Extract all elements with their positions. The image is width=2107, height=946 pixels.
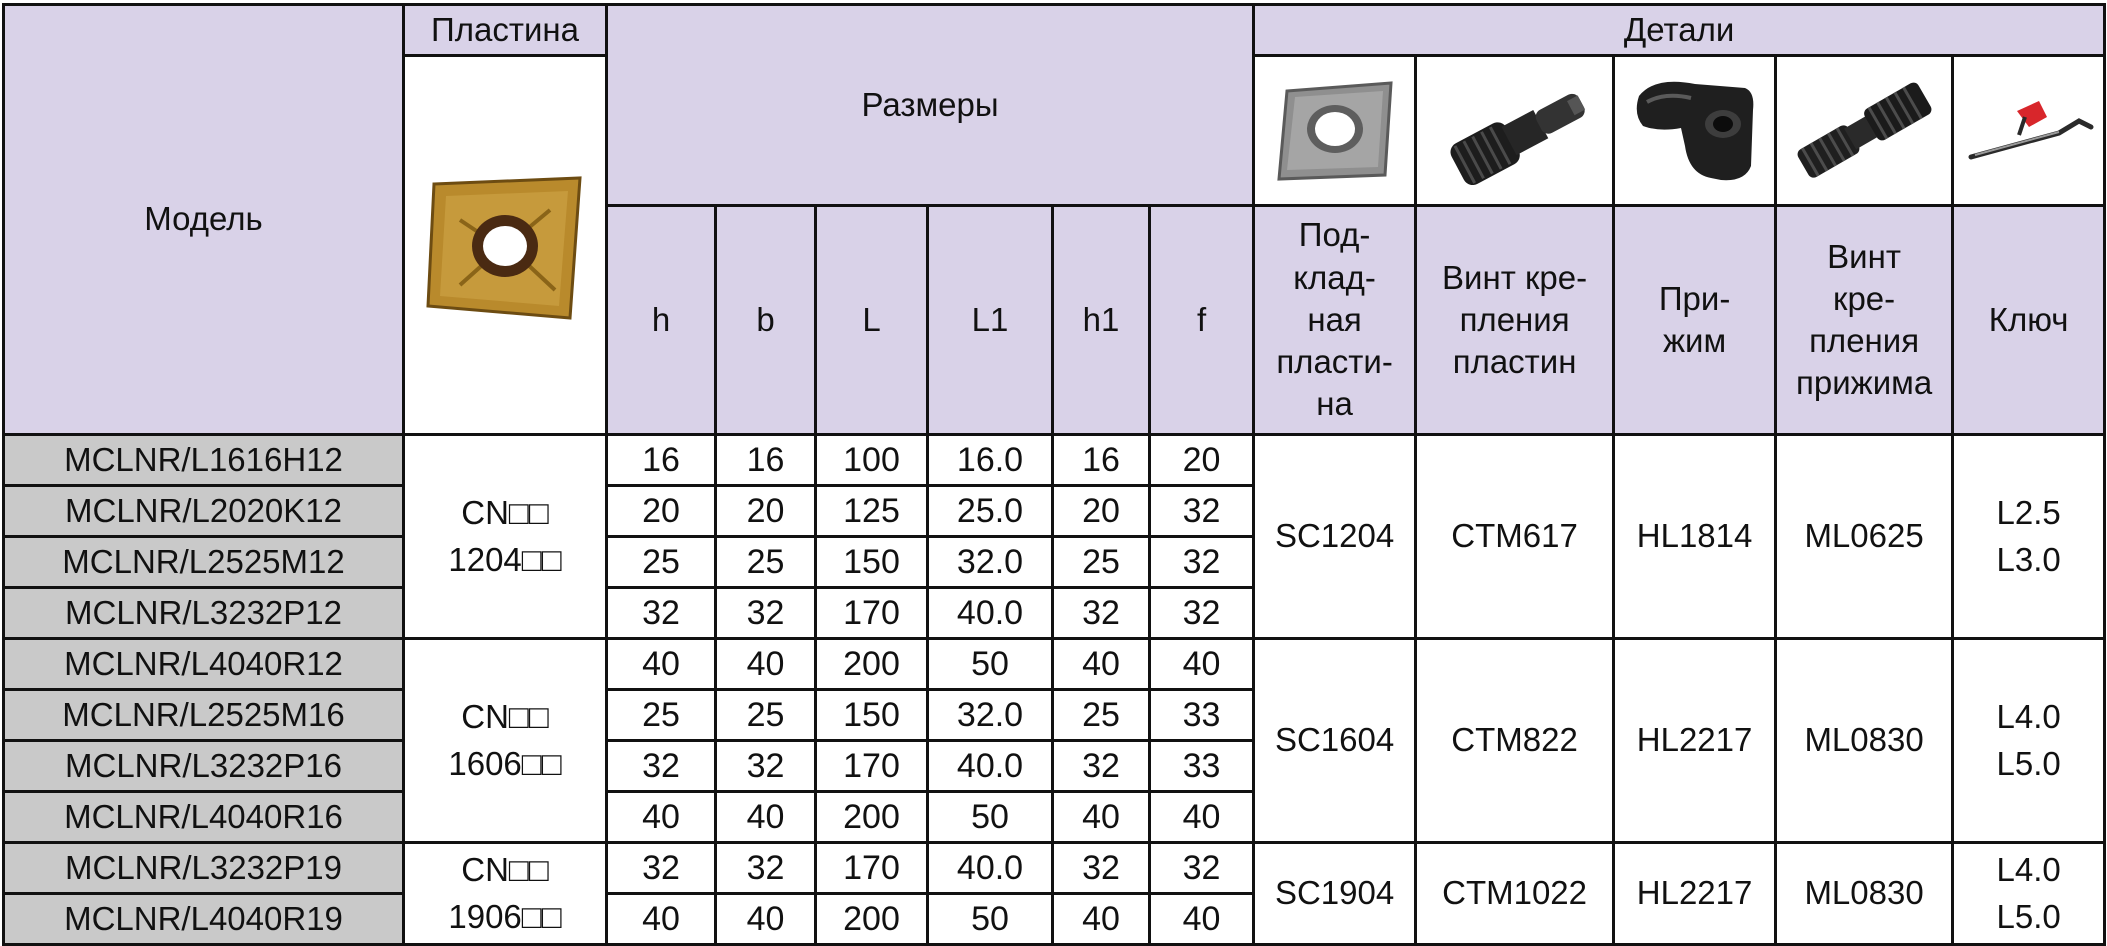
dim-h1-cell: 32 xyxy=(1053,843,1150,894)
dim-L-cell: 125 xyxy=(816,486,928,537)
header-parts: Детали xyxy=(1254,5,2105,56)
dim-L1-cell: 50 xyxy=(928,639,1053,690)
clamp-screw-cell: ML0625 xyxy=(1776,435,1953,639)
dim-b-cell: 32 xyxy=(716,588,816,639)
tool-holder-table xyxy=(2,3,2106,946)
dim-L-cell: 100 xyxy=(816,435,928,486)
clamp-image-cell xyxy=(1614,56,1776,206)
header-dim-b: b xyxy=(716,206,816,435)
shim-cell: SC1604 xyxy=(1254,639,1416,843)
insert-code-cell xyxy=(404,639,607,843)
dim-h-cell: 20 xyxy=(607,486,716,537)
dim-h1-cell: 40 xyxy=(1053,894,1150,945)
dim-L1-cell: 40.0 xyxy=(928,588,1053,639)
dim-h1-cell: 25 xyxy=(1053,690,1150,741)
dim-f-cell: 33 xyxy=(1150,690,1254,741)
dim-L-cell: 150 xyxy=(816,537,928,588)
shim-cell: SC1904 xyxy=(1254,843,1416,945)
dim-h-cell: 32 xyxy=(607,741,716,792)
header-shim-line: Под- xyxy=(1298,216,1371,254)
clamp-icon xyxy=(1625,66,1765,196)
dim-L-cell: 170 xyxy=(816,588,928,639)
table-row xyxy=(4,843,2105,894)
clamp-screw-cell: ML0830 xyxy=(1776,843,1953,945)
dim-h1-cell: 25 xyxy=(1053,537,1150,588)
header-insert-screw-line: пления xyxy=(1459,300,1570,338)
dim-L-cell: 150 xyxy=(816,690,928,741)
dim-b-cell: 20 xyxy=(716,486,816,537)
header-shim-line: ная xyxy=(1307,300,1362,338)
model-cell: MCLNR/L4040R19 xyxy=(4,894,404,945)
dim-h-cell: 25 xyxy=(607,690,716,741)
dim-L-cell: 200 xyxy=(816,792,928,843)
key-cell xyxy=(1953,843,2105,945)
dim-L1-cell: 32.0 xyxy=(928,690,1053,741)
dim-b-cell: 40 xyxy=(716,639,816,690)
dim-L1-cell: 40.0 xyxy=(928,741,1053,792)
dim-L-cell: 170 xyxy=(816,843,928,894)
header-insert-screw-line: Винт кре- xyxy=(1442,258,1588,296)
header-dim-L1: L1 xyxy=(928,206,1053,435)
dim-L-cell: 200 xyxy=(816,639,928,690)
key-size-line: L5.0 xyxy=(1996,744,2061,782)
dim-f-cell: 20 xyxy=(1150,435,1254,486)
dim-L-cell: 200 xyxy=(816,894,928,945)
dim-h1-cell: 32 xyxy=(1053,588,1150,639)
insert-code-line: CN□□ xyxy=(461,851,549,889)
dim-h-cell: 40 xyxy=(607,792,716,843)
dim-L1-cell: 50 xyxy=(928,792,1053,843)
dim-f-cell: 40 xyxy=(1150,792,1254,843)
header-shim-line: пласти- xyxy=(1276,343,1393,381)
dim-b-cell: 25 xyxy=(716,690,816,741)
dim-L1-cell: 25.0 xyxy=(928,486,1053,537)
model-cell: MCLNR/L3232P19 xyxy=(4,843,404,894)
key-image-cell xyxy=(1953,56,2105,206)
dim-f-cell: 33 xyxy=(1150,741,1254,792)
header-insert: Пластина xyxy=(404,5,607,56)
header-insert-screw xyxy=(1416,206,1614,435)
table-row xyxy=(4,639,2105,690)
key-cell xyxy=(1953,435,2105,639)
header-shim-line: на xyxy=(1316,385,1353,423)
header-clamp-screw-line: прижима xyxy=(1795,364,1933,402)
shim-icon xyxy=(1265,71,1405,191)
shim-cell: SC1204 xyxy=(1254,435,1416,639)
dim-f-cell: 32 xyxy=(1150,537,1254,588)
header-clamp-screw-line: Винт xyxy=(1827,237,1901,275)
dim-L1-cell: 32.0 xyxy=(928,537,1053,588)
insert-screw-cell: CTM1022 xyxy=(1416,843,1614,945)
key-size-line: L4.0 xyxy=(1996,698,2061,736)
dim-f-cell: 32 xyxy=(1150,486,1254,537)
dim-L1-cell: 16.0 xyxy=(928,435,1053,486)
header-dim-h: h xyxy=(607,206,716,435)
clamp-cell: HL1814 xyxy=(1614,435,1776,639)
header-dim-f: f xyxy=(1150,206,1254,435)
dim-f-cell: 40 xyxy=(1150,894,1254,945)
insert-screw-image-cell xyxy=(1416,56,1614,206)
clamp-cell: HL2217 xyxy=(1614,843,1776,945)
model-cell: MCLNR/L3232P16 xyxy=(4,741,404,792)
insert-code-line: CN□□ xyxy=(461,698,549,736)
shim-image-cell xyxy=(1254,56,1416,206)
key-size-line: L5.0 xyxy=(1996,897,2061,935)
clamp-screw-image-cell xyxy=(1776,56,1953,206)
header-clamp-line: При- xyxy=(1658,279,1731,317)
header-key: Ключ xyxy=(1953,206,2105,435)
insert-code-line: CN□□ xyxy=(461,494,549,532)
dim-L1-cell: 40.0 xyxy=(928,843,1053,894)
header-shim-line: клад- xyxy=(1293,258,1376,296)
model-cell: MCLNR/L2525M12 xyxy=(4,537,404,588)
model-cell: MCLNR/L2020K12 xyxy=(4,486,404,537)
dim-f-cell: 32 xyxy=(1150,588,1254,639)
insert-code-line: 1606□□ xyxy=(448,744,562,782)
header-clamp-line: жим xyxy=(1662,322,1727,359)
dim-L-cell: 170 xyxy=(816,741,928,792)
dim-h-cell: 40 xyxy=(607,894,716,945)
insert-image xyxy=(420,160,590,330)
dim-h1-cell: 16 xyxy=(1053,435,1150,486)
header-model: Модель xyxy=(4,5,404,435)
table-row xyxy=(4,435,2105,486)
dim-h-cell: 32 xyxy=(607,843,716,894)
insert-code-line: 1906□□ xyxy=(448,897,562,935)
dim-b-cell: 16 xyxy=(716,435,816,486)
insert-image-cell xyxy=(404,56,607,435)
header-clamp-screw-line: пления xyxy=(1809,322,1920,359)
model-cell: MCLNR/L2525M16 xyxy=(4,690,404,741)
key-cell xyxy=(1953,639,2105,843)
header-clamp-screw xyxy=(1776,206,1953,435)
header-clamp xyxy=(1614,206,1776,435)
dim-b-cell: 32 xyxy=(716,843,816,894)
header-shim xyxy=(1254,206,1416,435)
insert-screw-cell: CTM617 xyxy=(1416,435,1614,639)
key-size-line: L2.5 xyxy=(1996,494,2061,532)
model-cell: MCLNR/L3232P12 xyxy=(4,588,404,639)
dim-L1-cell: 50 xyxy=(928,894,1053,945)
clamp-screw-icon xyxy=(1784,71,1944,191)
key-size-line: L3.0 xyxy=(1996,540,2061,578)
key-icon xyxy=(1959,71,2099,191)
insert-code-cell xyxy=(404,843,607,945)
dim-h1-cell: 40 xyxy=(1053,639,1150,690)
header-dimensions: Размеры xyxy=(607,5,1254,206)
insert-code-line: 1204□□ xyxy=(448,540,562,578)
dim-h-cell: 25 xyxy=(607,537,716,588)
header-dim-L: L xyxy=(816,206,928,435)
dim-b-cell: 40 xyxy=(716,894,816,945)
dim-h1-cell: 20 xyxy=(1053,486,1150,537)
insert-screw-icon xyxy=(1425,66,1605,196)
model-cell: MCLNR/L1616H12 xyxy=(4,435,404,486)
key-size-line: L4.0 xyxy=(1996,851,2061,889)
dim-b-cell: 25 xyxy=(716,537,816,588)
header-dim-h1: h1 xyxy=(1053,206,1150,435)
clamp-cell: HL2217 xyxy=(1614,639,1776,843)
dim-h-cell: 32 xyxy=(607,588,716,639)
insert-code-cell xyxy=(404,435,607,639)
dim-h1-cell: 32 xyxy=(1053,741,1150,792)
model-cell: MCLNR/L4040R16 xyxy=(4,792,404,843)
dim-f-cell: 40 xyxy=(1150,639,1254,690)
clamp-screw-cell: ML0830 xyxy=(1776,639,1953,843)
header-insert-screw-line: пластин xyxy=(1452,343,1577,381)
dim-h1-cell: 40 xyxy=(1053,792,1150,843)
dim-h-cell: 40 xyxy=(607,639,716,690)
model-cell: MCLNR/L4040R12 xyxy=(4,639,404,690)
insert-screw-cell: CTM822 xyxy=(1416,639,1614,843)
header-clamp-screw-line: кре- xyxy=(1833,279,1896,317)
dim-f-cell: 32 xyxy=(1150,843,1254,894)
dim-h-cell: 16 xyxy=(607,435,716,486)
dim-b-cell: 32 xyxy=(716,741,816,792)
dim-b-cell: 40 xyxy=(716,792,816,843)
